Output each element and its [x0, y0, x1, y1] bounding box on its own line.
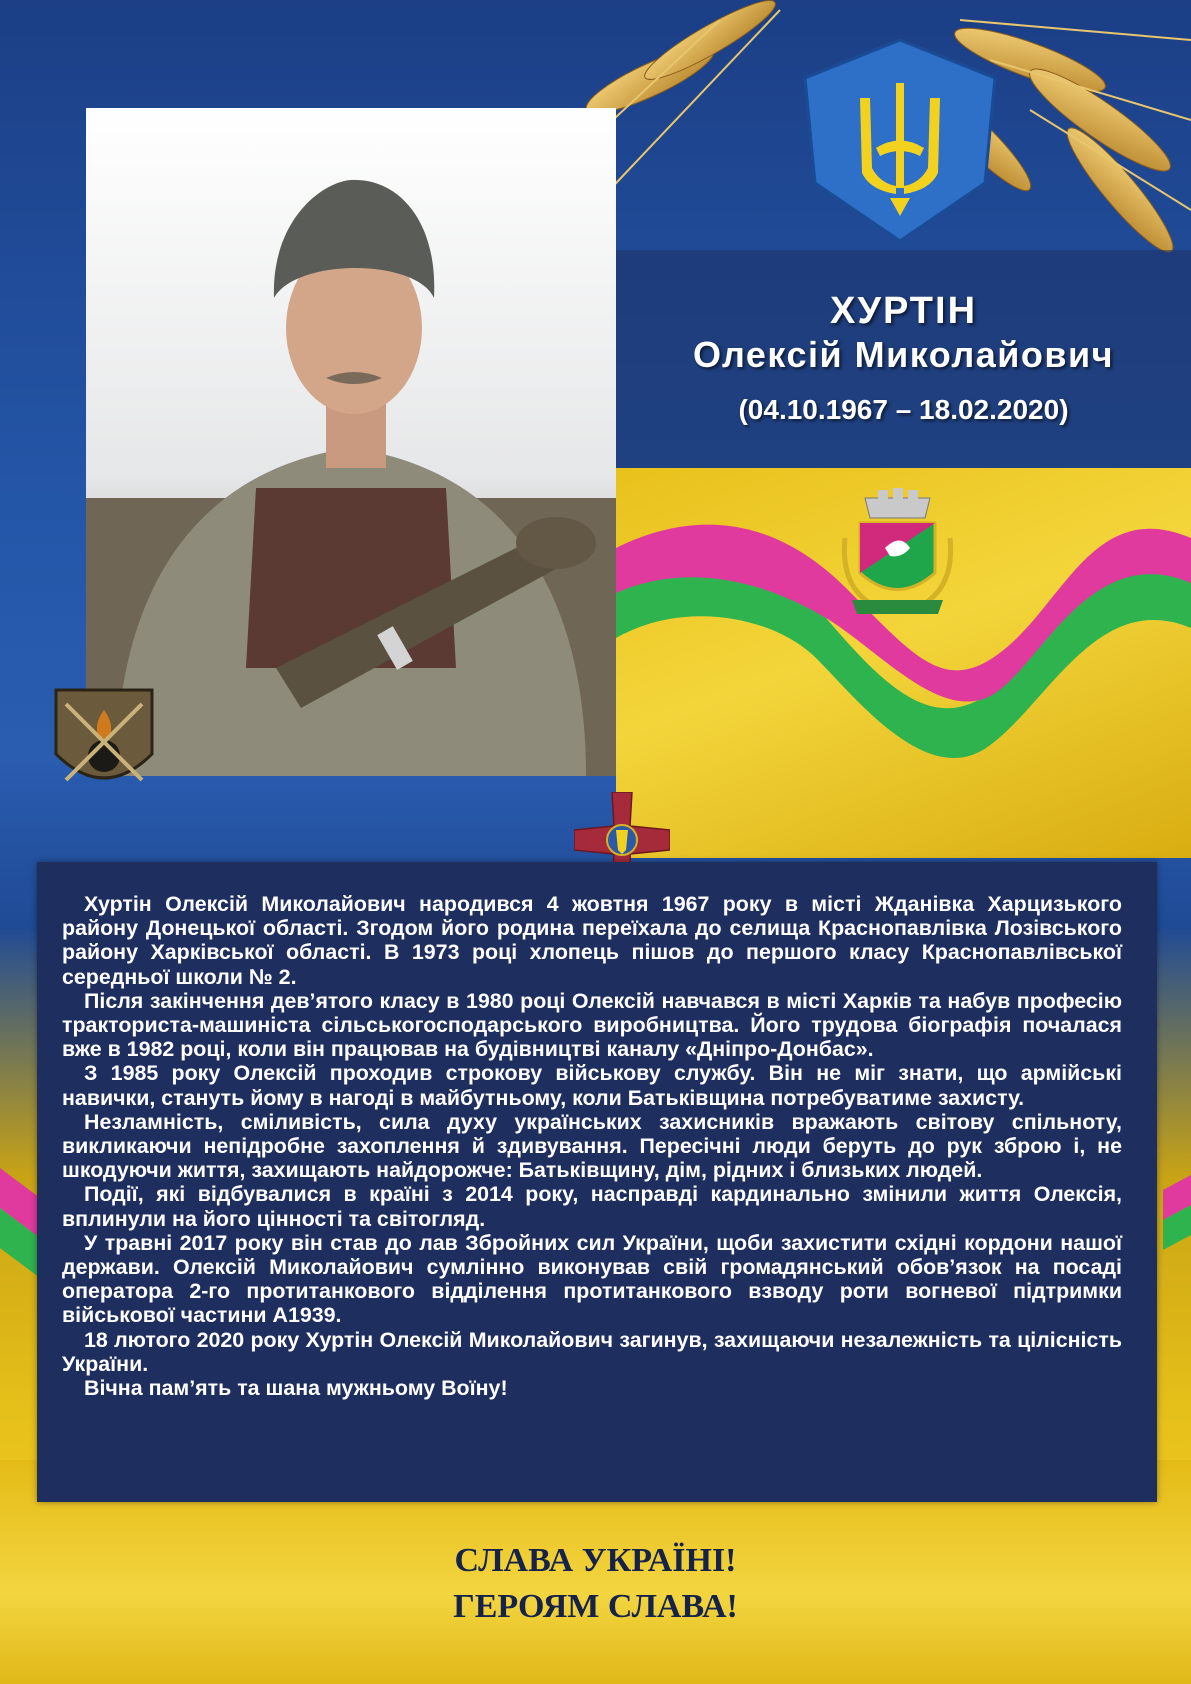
surname-heading: ХУРТІН: [829, 290, 978, 332]
biography-panel: [37, 862, 1157, 1502]
name-heading-block: [616, 290, 1191, 426]
biography-paragraph: Події, які відбувалися в країні з 2014 року, насправді кардинально змінили життя Олексія, вплинули на його цінності та світогляд.: [62, 1182, 1122, 1231]
lozova-city-emblem: [830, 488, 965, 623]
biography-paragraph: Вічна пам’ять та шана мужньому Воїну!: [84, 1376, 508, 1401]
glory-line-ukraine: СЛАВА УКРАЇНІ!: [454, 1542, 737, 1579]
life-dates: (04.10.1967 – 18.02.2020): [738, 394, 1069, 425]
biography-paragraph: 18 лютого 2020 року Хуртін Олексій Миколайович загинув, захищаючи незалежність та цілісність України.: [62, 1327, 1122, 1376]
biography-paragraph: Незламність, сміливість, сила духу українських захисників вражають світову спільноту, викликаючи непідробне захоплення й здивування. Пересічні люди беруть до рук зброю і, не шкодуючи життя, захищають найдорожче: Батьківщину, дім, рідних і близьких людей.: [62, 1109, 1122, 1183]
given-names-heading: Олексій Миколайович: [692, 334, 1115, 375]
glory-slogan: [0, 1538, 1191, 1630]
artillery-unit-emblem: [52, 684, 156, 802]
biography-paragraph: Хуртін Олексій Миколайович народився 4 жовтня 1967 року в місті Жданівка Харцизького району Донецької області. Згодом його родина переїхала до селища Краснопавлівка Лозівського району Харківської області. В 1973 році хлопець пішов до першого класу Краснопавлівської середньої школи № 2.: [62, 892, 1122, 989]
biography-paragraph: У травні 2017 року він став до лав Збройних сил України, щоби захистити східні кордони нашої держави. Олексій Миколайович сумлінно виконував свій громадянський обов’язок на посаді оператора 2-го протитанкового відділення протитанкового взводу роти вогневої підтримки військової частини А1939.: [62, 1230, 1122, 1328]
biography-paragraph: Після закінчення дев’ятого класу в 1980 році Олексій навчався в місті Харків та набув професію тракториста-машиніста сільськогосподарського виробництва. Його трудова біографія почалася вже в 1982 році, коли він працював на будівництві каналу «Дніпро-Донбас».: [62, 988, 1122, 1062]
biography-text: [62, 892, 1122, 1400]
soldier-portrait-photo: [86, 108, 616, 776]
right-ribbon-decoration: [1158, 1175, 1191, 1265]
biography-paragraph: З 1985 року Олексій проходив строкову військову службу. Він не міг знати, що армійські навички, стануть йому в нагоді в майбутньому, коли Батьківщина потребуватиме захисту.: [62, 1061, 1122, 1110]
glory-line-heroes: ГЕРОЯМ СЛАВА!: [453, 1588, 738, 1625]
trident-shield-emblem: [800, 38, 1000, 243]
